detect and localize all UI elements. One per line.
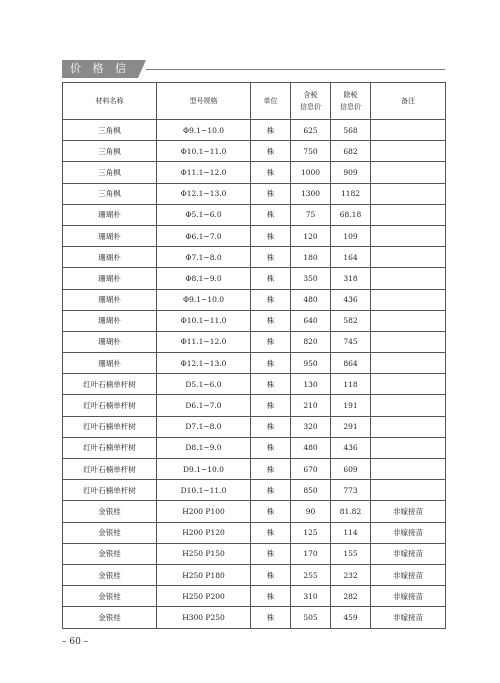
page-number: – 60 – <box>62 637 89 647</box>
cell-material-name: 金银桂 <box>63 607 157 628</box>
table-row <box>63 162 446 183</box>
cell-unit: 株 <box>251 374 291 395</box>
cell-material-name: 红叶石楠单杆树 <box>63 374 157 395</box>
cell-material-name: 珊瑚朴 <box>63 204 157 225</box>
table-row <box>63 501 446 522</box>
cell-note <box>371 480 446 501</box>
header-spec: 型号规格 <box>157 83 251 120</box>
table-row <box>63 268 446 289</box>
cell-material-name: 珊瑚朴 <box>63 247 157 268</box>
cell-tax-excluded-price: 114 <box>331 522 371 543</box>
cell-material-name: 红叶石楠单杆树 <box>63 416 157 437</box>
table-row <box>63 607 446 628</box>
header-note: 备注 <box>371 83 446 120</box>
cell-unit: 株 <box>251 141 291 162</box>
cell-unit: 株 <box>251 268 291 289</box>
cell-unit: 株 <box>251 522 291 543</box>
table-row <box>63 120 446 141</box>
cell-tax-included-price: 170 <box>291 543 331 564</box>
cell-spec: D9.1~10.0 <box>157 459 251 480</box>
table-row <box>63 247 446 268</box>
table-row <box>63 564 446 585</box>
cell-tax-included-price: 180 <box>291 247 331 268</box>
cell-tax-excluded-price: 682 <box>331 141 371 162</box>
cell-unit: 株 <box>251 331 291 352</box>
section-header <box>62 60 445 93</box>
header-tax-excluded-line2: 信息价 <box>340 103 361 111</box>
cell-tax-included-price: 310 <box>291 586 331 607</box>
cell-unit: 株 <box>251 162 291 183</box>
table-row <box>63 310 446 331</box>
cell-material-name: 三角枫 <box>63 183 157 204</box>
cell-tax-included-price: 640 <box>291 310 331 331</box>
cell-material-name: 珊瑚朴 <box>63 331 157 352</box>
cell-spec: H300 P250 <box>157 607 251 628</box>
cell-tax-included-price: 625 <box>291 120 331 141</box>
table-row <box>63 480 446 501</box>
header-material-name: 材料名称 <box>63 83 157 120</box>
cell-material-name: 金银桂 <box>63 543 157 564</box>
cell-unit: 株 <box>251 543 291 564</box>
cell-note <box>371 331 446 352</box>
cell-tax-included-price: 670 <box>291 459 331 480</box>
cell-unit: 株 <box>251 204 291 225</box>
cell-note <box>371 120 446 141</box>
cell-material-name: 金银桂 <box>63 564 157 585</box>
cell-note <box>371 289 446 310</box>
cell-material-name: 三角枫 <box>63 141 157 162</box>
cell-material-name: 珊瑚朴 <box>63 268 157 289</box>
cell-material-name: 红叶石楠单杆树 <box>63 395 157 416</box>
cell-material-name: 珊瑚朴 <box>63 310 157 331</box>
cell-unit: 株 <box>251 183 291 204</box>
cell-tax-excluded-price: 318 <box>331 268 371 289</box>
cell-unit: 株 <box>251 501 291 522</box>
cell-spec: D10.1~11.0 <box>157 480 251 501</box>
cell-spec: Φ12.1~13.0 <box>157 183 251 204</box>
cell-tax-excluded-price: 459 <box>331 607 371 628</box>
table-row <box>63 204 446 225</box>
table-header-row <box>63 83 446 120</box>
cell-tax-included-price: 90 <box>291 501 331 522</box>
cell-spec: Φ10.1~11.0 <box>157 141 251 162</box>
cell-tax-excluded-price: 68.18 <box>331 204 371 225</box>
header-tax-excluded-line1: 除税 <box>343 91 358 99</box>
cell-tax-excluded-price: 291 <box>331 416 371 437</box>
cell-material-name: 红叶石楠单杆树 <box>63 459 157 480</box>
cell-material-name: 三角枫 <box>63 120 157 141</box>
cell-spec: H200 P100 <box>157 501 251 522</box>
price-table <box>62 82 446 629</box>
header-tax-included-line2: 信息价 <box>300 103 321 111</box>
cell-spec: H250 P150 <box>157 543 251 564</box>
header-tax-excluded-price <box>331 83 371 120</box>
cell-note: 非嫁接苗 <box>371 522 446 543</box>
cell-tax-excluded-price: 191 <box>331 395 371 416</box>
cell-note <box>371 183 446 204</box>
cell-spec: D7.1~8.0 <box>157 416 251 437</box>
table-row <box>63 141 446 162</box>
cell-material-name: 红叶石楠单杆树 <box>63 480 157 501</box>
cell-note: 非嫁接苗 <box>371 564 446 585</box>
cell-spec: H250 P200 <box>157 586 251 607</box>
cell-material-name: 红叶石楠单杆树 <box>63 437 157 458</box>
cell-tax-included-price: 350 <box>291 268 331 289</box>
cell-tax-included-price: 1300 <box>291 183 331 204</box>
cell-material-name: 金银桂 <box>63 501 157 522</box>
cell-spec: D6.1~7.0 <box>157 395 251 416</box>
cell-spec: Φ8.1~9.0 <box>157 268 251 289</box>
cell-spec: H200 P120 <box>157 522 251 543</box>
cell-unit: 株 <box>251 247 291 268</box>
cell-unit: 株 <box>251 395 291 416</box>
cell-tax-included-price: 255 <box>291 564 331 585</box>
cell-tax-included-price: 125 <box>291 522 331 543</box>
table-row <box>63 395 446 416</box>
cell-unit: 株 <box>251 480 291 501</box>
cell-material-name: 珊瑚朴 <box>63 289 157 310</box>
table-row <box>63 459 446 480</box>
cell-tax-included-price: 505 <box>291 607 331 628</box>
cell-spec: H250 P180 <box>157 564 251 585</box>
cell-tax-excluded-price: 164 <box>331 247 371 268</box>
cell-tax-excluded-price: 118 <box>331 374 371 395</box>
table-row <box>63 416 446 437</box>
cell-tax-included-price: 850 <box>291 480 331 501</box>
cell-tax-included-price: 480 <box>291 437 331 458</box>
table-body <box>63 120 446 629</box>
cell-tax-included-price: 1000 <box>291 162 331 183</box>
cell-unit: 株 <box>251 564 291 585</box>
cell-tax-included-price: 210 <box>291 395 331 416</box>
cell-note <box>371 162 446 183</box>
cell-unit: 株 <box>251 225 291 246</box>
cell-spec: Φ5.1~6.0 <box>157 204 251 225</box>
cell-tax-excluded-price: 436 <box>331 289 371 310</box>
table-row <box>63 289 446 310</box>
cell-tax-excluded-price: 773 <box>331 480 371 501</box>
cell-material-name: 珊瑚朴 <box>63 225 157 246</box>
cell-tax-excluded-price: 568 <box>331 120 371 141</box>
cell-unit: 株 <box>251 120 291 141</box>
cell-spec: Φ6.1~7.0 <box>157 225 251 246</box>
table-row <box>63 543 446 564</box>
table-row <box>63 331 446 352</box>
cell-tax-excluded-price: 282 <box>331 586 371 607</box>
cell-note <box>371 204 446 225</box>
cell-note: 非嫁接苗 <box>371 586 446 607</box>
cell-unit: 株 <box>251 289 291 310</box>
cell-note <box>371 395 446 416</box>
cell-spec: Φ10.1~11.0 <box>157 310 251 331</box>
cell-tax-excluded-price: 609 <box>331 459 371 480</box>
table-row <box>63 586 446 607</box>
table-row <box>63 225 446 246</box>
cell-spec: Φ9.1~10.0 <box>157 289 251 310</box>
cell-note <box>371 459 446 480</box>
cell-spec: D8.1~9.0 <box>157 437 251 458</box>
cell-spec: Φ7.1~8.0 <box>157 247 251 268</box>
cell-note <box>371 141 446 162</box>
table-row <box>63 437 446 458</box>
cell-tax-excluded-price: 436 <box>331 437 371 458</box>
table-row <box>63 183 446 204</box>
cell-unit: 株 <box>251 607 291 628</box>
section-title: 价 格 信 息 <box>62 60 138 78</box>
cell-tax-included-price: 130 <box>291 374 331 395</box>
header-tax-included-price <box>291 83 331 120</box>
cell-tax-excluded-price: 155 <box>331 543 371 564</box>
cell-tax-excluded-price: 745 <box>331 331 371 352</box>
cell-note <box>371 268 446 289</box>
cell-tax-excluded-price: 81.82 <box>331 501 371 522</box>
cell-spec: Φ11.1~12.0 <box>157 331 251 352</box>
cell-material-name: 金银桂 <box>63 522 157 543</box>
cell-note <box>371 247 446 268</box>
cell-spec: Φ9.1~10.0 <box>157 120 251 141</box>
cell-note <box>371 310 446 331</box>
cell-tax-included-price: 820 <box>291 331 331 352</box>
cell-tax-included-price: 75 <box>291 204 331 225</box>
cell-tax-excluded-price: 1182 <box>331 183 371 204</box>
cell-unit: 株 <box>251 437 291 458</box>
cell-spec: Φ11.1~12.0 <box>157 162 251 183</box>
cell-note: 非嫁接苗 <box>371 501 446 522</box>
cell-note <box>371 374 446 395</box>
header-tax-included-line1: 含税 <box>303 91 318 99</box>
cell-tax-excluded-price: 232 <box>331 564 371 585</box>
cell-material-name: 珊瑚朴 <box>63 353 157 374</box>
cell-tax-included-price: 480 <box>291 289 331 310</box>
header-unit: 单位 <box>251 83 291 120</box>
cell-unit: 株 <box>251 459 291 480</box>
cell-unit: 株 <box>251 310 291 331</box>
table-row <box>63 374 446 395</box>
cell-material-name: 金银桂 <box>63 586 157 607</box>
cell-note: 非嫁接苗 <box>371 607 446 628</box>
table-row <box>63 522 446 543</box>
cell-tax-excluded-price: 864 <box>331 353 371 374</box>
table-row <box>63 353 446 374</box>
cell-tax-included-price: 950 <box>291 353 331 374</box>
cell-tax-included-price: 120 <box>291 225 331 246</box>
cell-unit: 株 <box>251 416 291 437</box>
cell-note <box>371 353 446 374</box>
cell-tax-excluded-price: 109 <box>331 225 371 246</box>
cell-tax-excluded-price: 582 <box>331 310 371 331</box>
cell-tax-included-price: 320 <box>291 416 331 437</box>
cell-spec: D5.1~6.0 <box>157 374 251 395</box>
cell-note: 非嫁接苗 <box>371 543 446 564</box>
cell-spec: Φ12.1~13.0 <box>157 353 251 374</box>
cell-unit: 株 <box>251 586 291 607</box>
cell-tax-excluded-price: 909 <box>331 162 371 183</box>
cell-note <box>371 416 446 437</box>
cell-unit: 株 <box>251 353 291 374</box>
cell-note <box>371 225 446 246</box>
cell-material-name: 三角枫 <box>63 162 157 183</box>
cell-note <box>371 437 446 458</box>
section-divider <box>146 69 445 70</box>
cell-tax-included-price: 750 <box>291 141 331 162</box>
